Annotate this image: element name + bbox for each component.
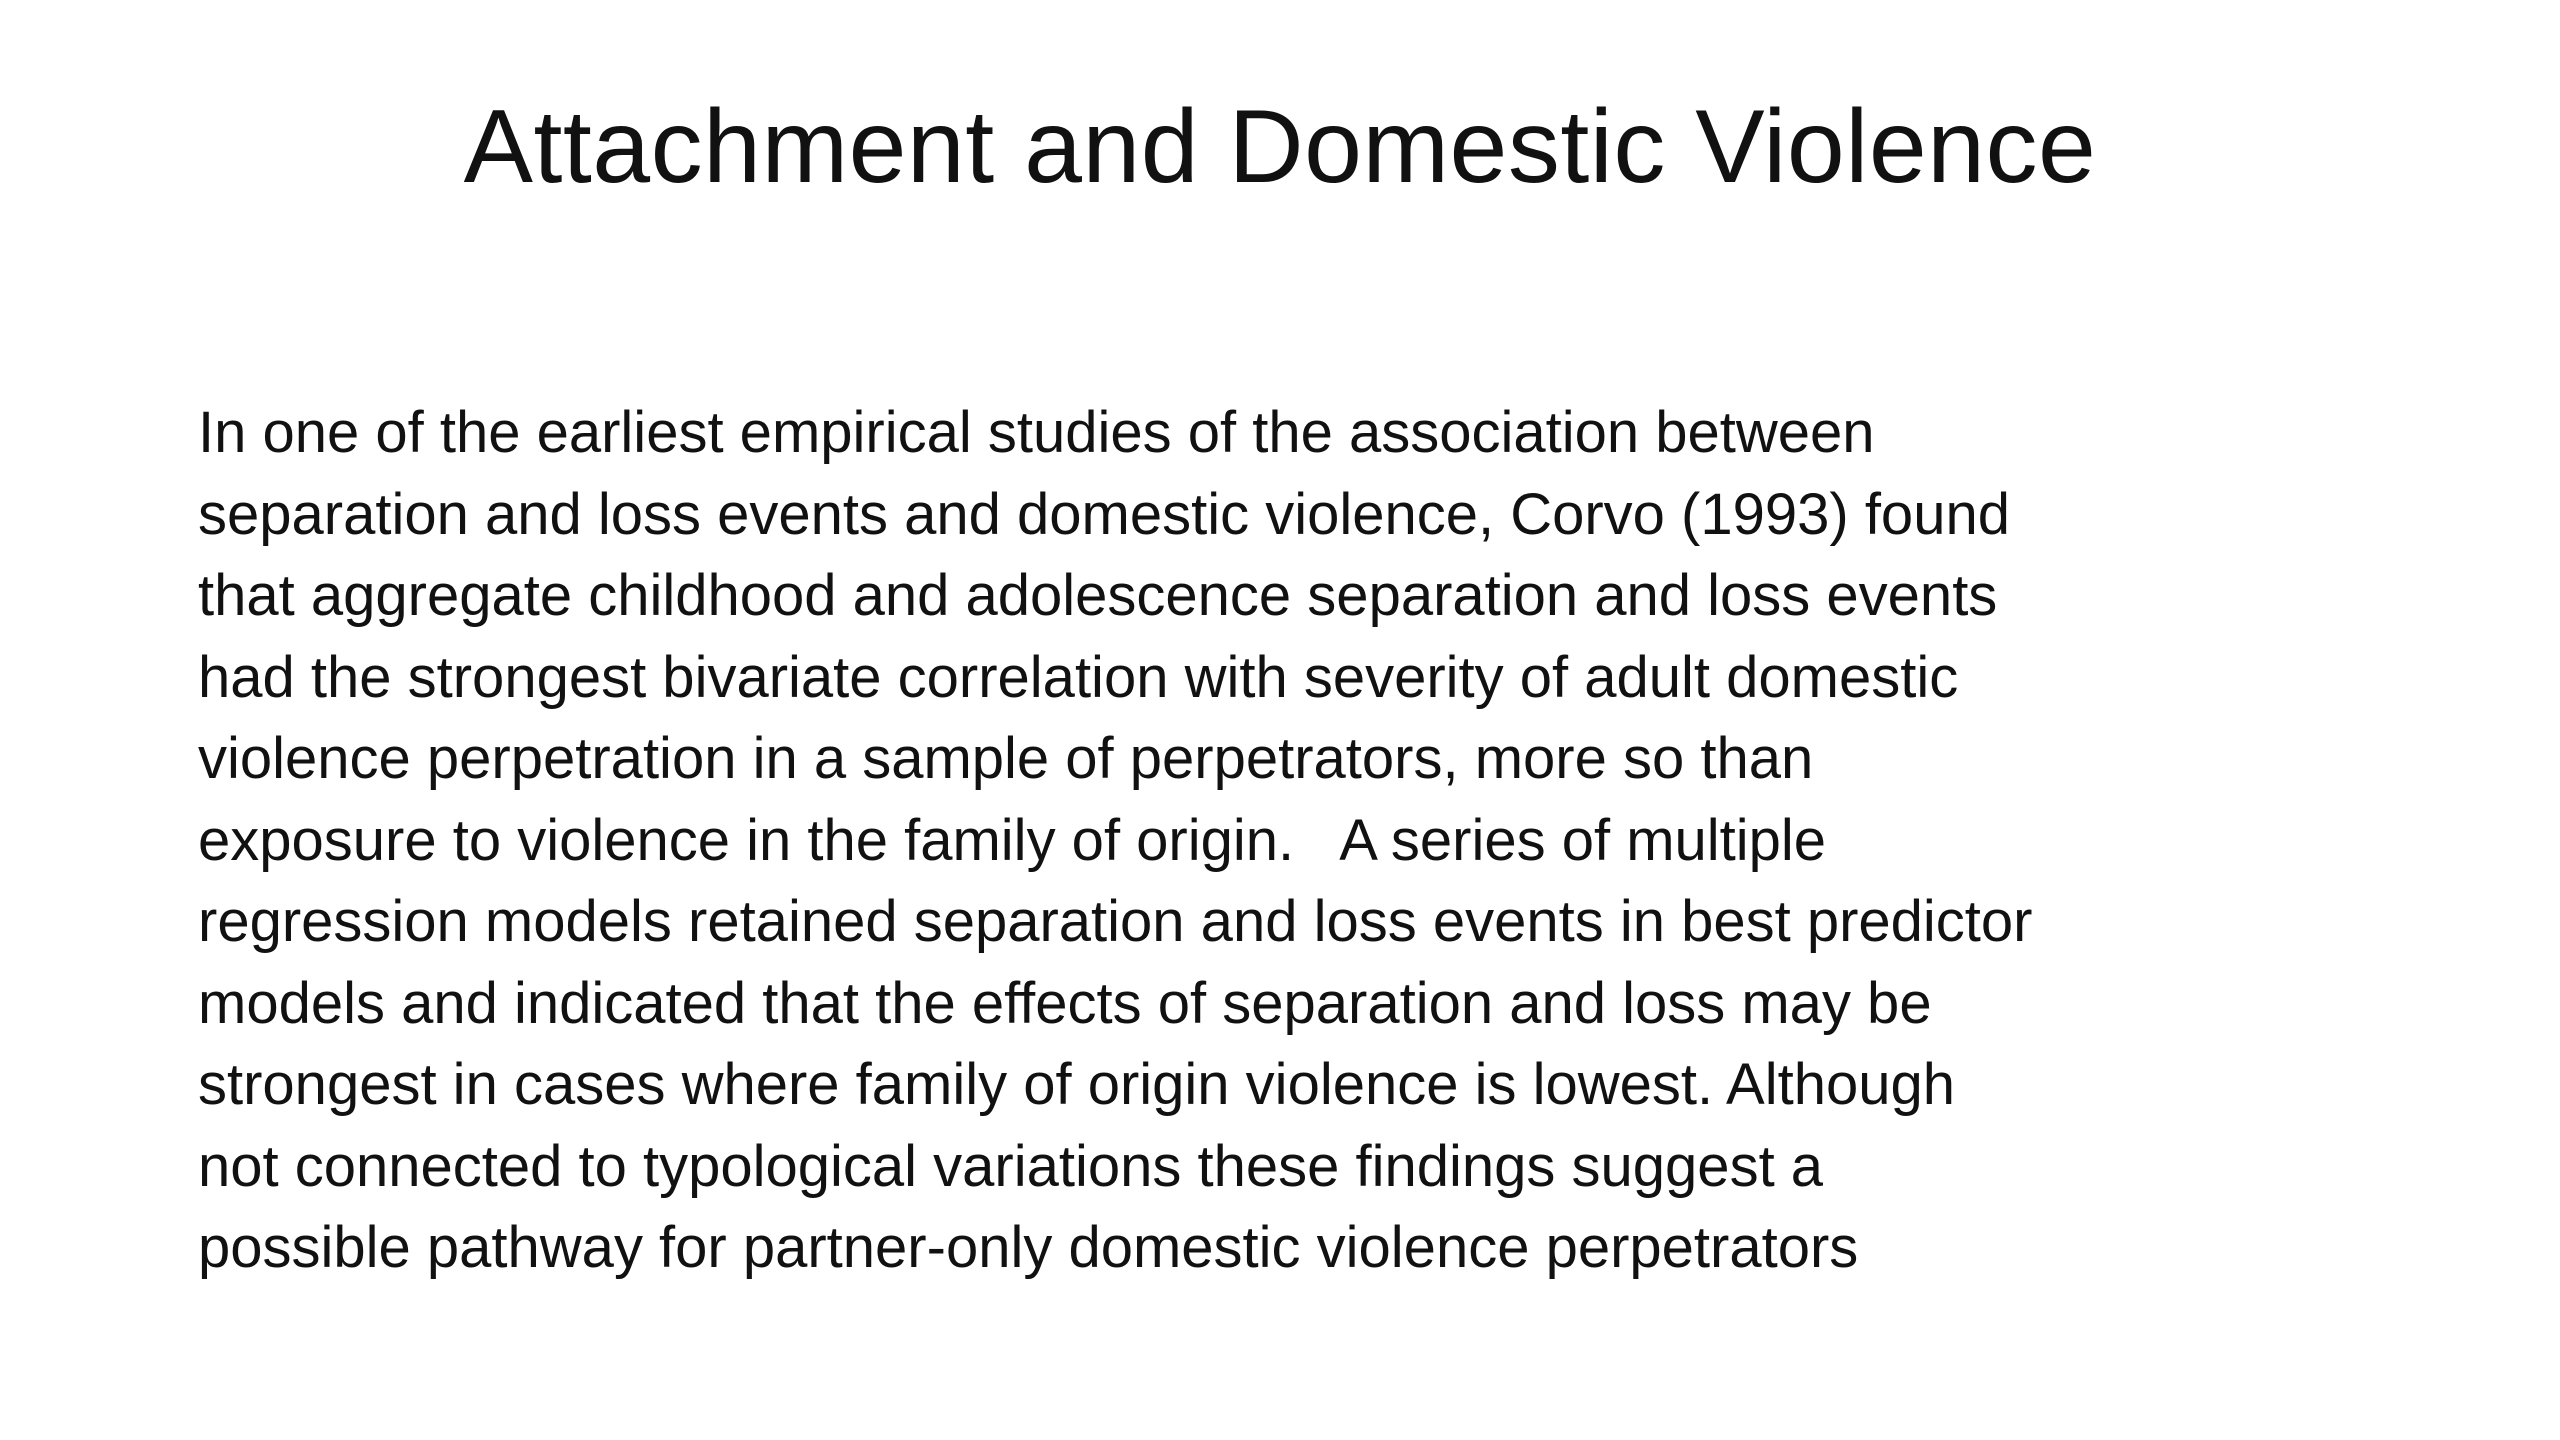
slide-title: Attachment and Domestic Violence <box>463 89 2097 205</box>
body-line: that aggregate childhood and adolescence separation and loss events <box>198 563 1998 628</box>
body-line: strongest in cases where family of origin violence is lowest. Although <box>198 1052 1955 1117</box>
slide-body-text <box>198 392 2438 1289</box>
body-line: regression models retained separation and loss events in best predictor <box>198 889 2033 954</box>
body-line: separation and loss events and domestic violence, Corvo (1993) found <box>198 481 2010 547</box>
body-line: In one of the earliest empirical studies of the association between <box>198 400 1875 465</box>
body-line: exposure to violence in the family of origin. A series of multiple <box>198 807 1827 873</box>
body-line: possible pathway for partner-only domestic violence perpetrators <box>198 1215 1859 1280</box>
body-line: violence perpetration in a sample of perpetrators, more so than <box>198 726 1814 791</box>
body-line: not connected to typological variations these findings suggest a <box>198 1133 1824 1199</box>
body-line: had the strongest bivariate correlation with severity of adult domestic <box>198 644 1959 710</box>
body-line: models and indicated that the effects of separation and loss may be <box>198 970 1932 1036</box>
